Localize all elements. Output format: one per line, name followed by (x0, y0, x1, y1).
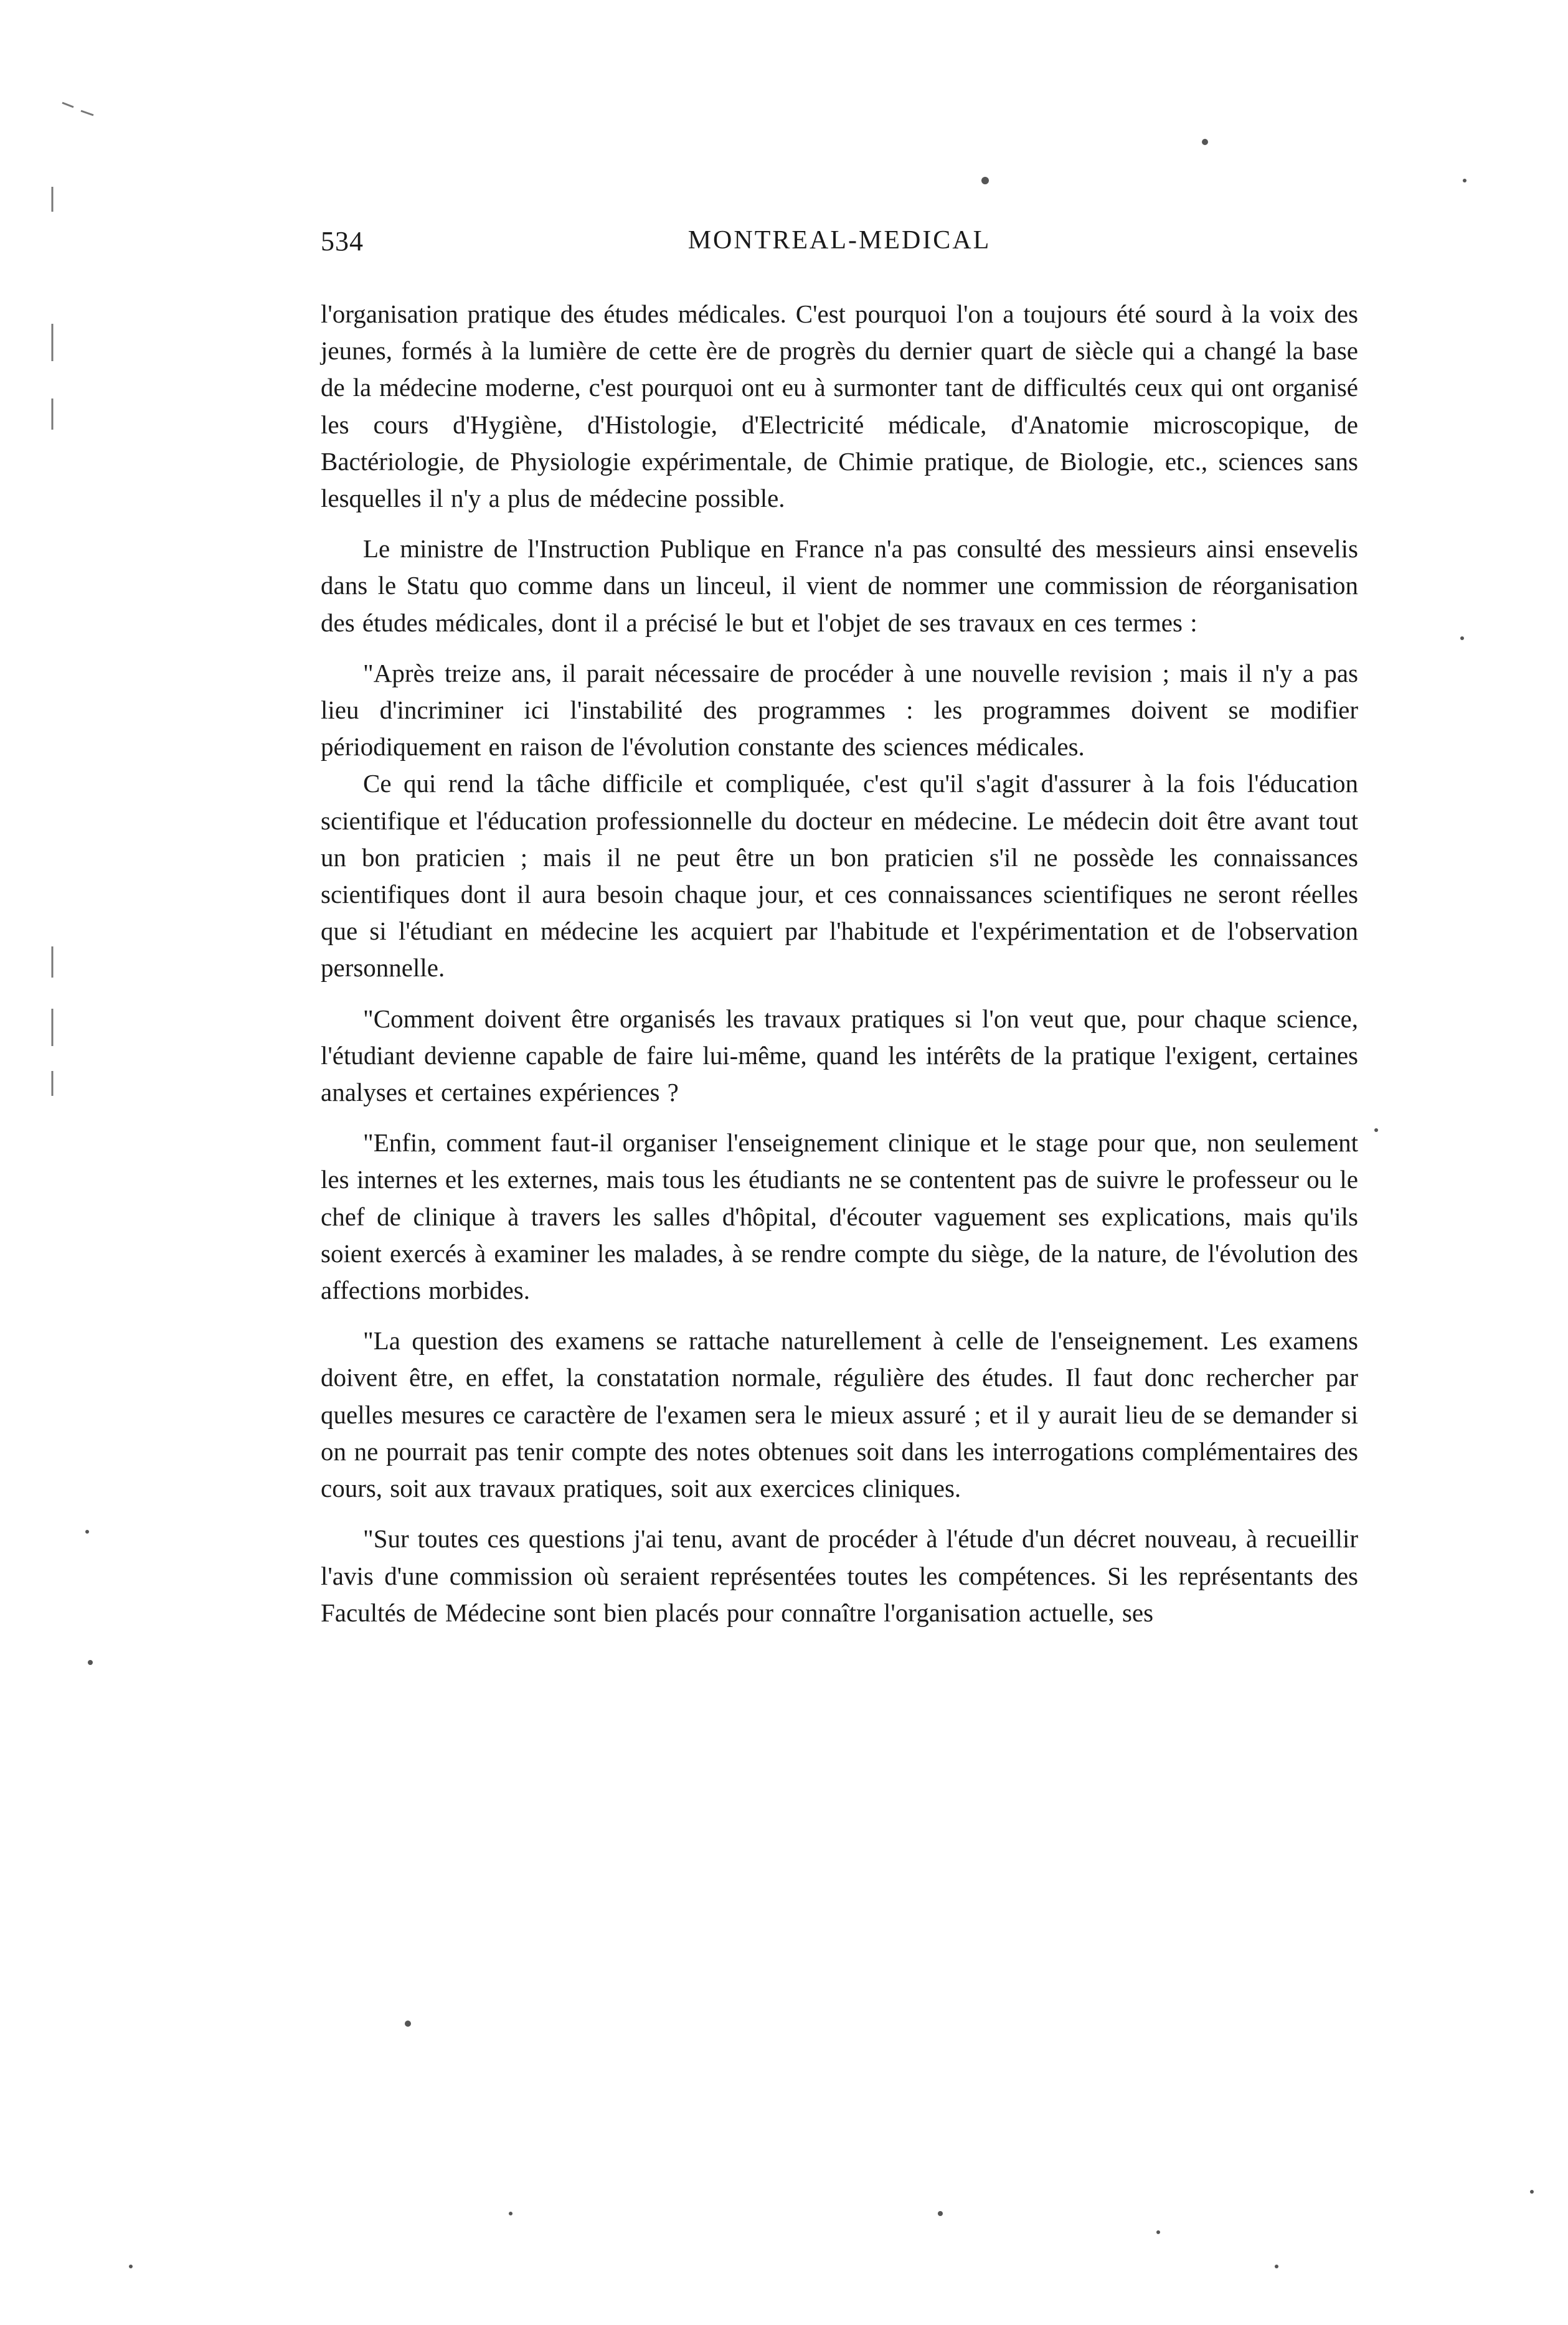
paragraph-quote-commission: "Sur toutes ces questions j'ai tenu, avant de procéder à l'étude d'un décret nouveau, à recueillir l'avis d'une commission où seraient représentées toutes les compétences. Si les représentants des Facultés de Médecine sont bien placés pour connaître l'organisation actuelle, ses (321, 1524, 1358, 1627)
page-number: 534 (321, 226, 364, 257)
paragraph-continuation: l'organisation pratique des études médicales. C'est pourquoi l'on a toujours été sourd à la voix des jeunes, formés à la lumière de cette ère de progrès du dernier quart de siècle qui a changé la base de la médecine moderne, c'est pourquoi ont eu à surmonter tant de difficultés ceux qui ont organisé les cours d'Hygiène, d'Histologie, d'Electricité médicale, d'Anatomie microscopique, de Bactériologie, de Physiologie expérimentale, de Chimie pratique, de Biologie, etc., sciences sans lesquelles il n'y a plus de médecine possible. (321, 299, 1358, 513)
body-text (321, 296, 1358, 1631)
paragraph-quote-practical-work: "Comment doivent être organisés les travaux pratiques si l'on veut que, pour chaque science, l'étudiant devienne capable de faire lui-même, quand les intérêts de la pratique l'exigent, certaines analyses et certaines expériences ? (321, 1004, 1358, 1107)
paragraph-quote-examinations: "La question des examens se rattache naturellement à celle de l'enseignement. Les examens doivent être, en effet, la constatation normale, régulière des études. Il faut donc rechercher par quelles mesures ce caractère de l'examen sera le mieux assuré ; et il y aurait lieu de se demander si on ne pourrait pas tenir compte des notes obtenues soit dans les interrogations complémentaires des cours, soit aux travaux pratiques, soit aux exercices cliniques. (321, 1326, 1358, 1503)
paragraph-quote-revision: "Après treize ans, il parait nécessaire de procéder à une nouvelle revision ; mais il n'y a pas lieu d'incriminer ici l'instabilité des programmes : les programmes doivent se modifier périodiquement en raison de l'évolution constante des sciences médicales. (321, 658, 1358, 762)
running-title: MONTREAL-MEDICAL (687, 226, 991, 255)
paragraph-minister: Le ministre de l'Instruction Publique en France n'a pas consulté des messieurs ainsi ensevelis dans le Statu quo comme dans un linceul, il vient de nommer une commission de réorganisation des études médicales, dont il a précisé le but et l'objet de ses travaux en ces termes : (321, 534, 1358, 637)
paragraph-quote-education: Ce qui rend la tâche difficile et compliquée, c'est qu'il s'agit d'assurer à la fois l'éducation scientifique et l'éducation professionnelle du docteur en médecine. Le médecin doit être avant tout un bon praticien ; mais il ne peut être un bon praticien s'il ne possède les connaissances scientifiques dont il aura besoin chaque jour, et ces connaissances scientifiques ne seront réelles que si l'étudiant en médecine les acquiert par l'habitude et l'expérimentation et de l'observation personnelle. (321, 769, 1358, 983)
page-header (321, 225, 1358, 263)
paragraph-quote-clinical-teaching: "Enfin, comment faut-il organiser l'enseignement clinique et le stage pour que, non seulement les internes et les externes, mais tous les étudiants ne se contentent pas de suivre le professeur ou le chef de clinique à travers les salles d'hôpital, d'écouter vaguement ses explications, mais qu'ils soient exercés à examiner les malades, à se rendre compte du siège, de la nature, de l'évolution des affections morbides. (321, 1128, 1358, 1305)
